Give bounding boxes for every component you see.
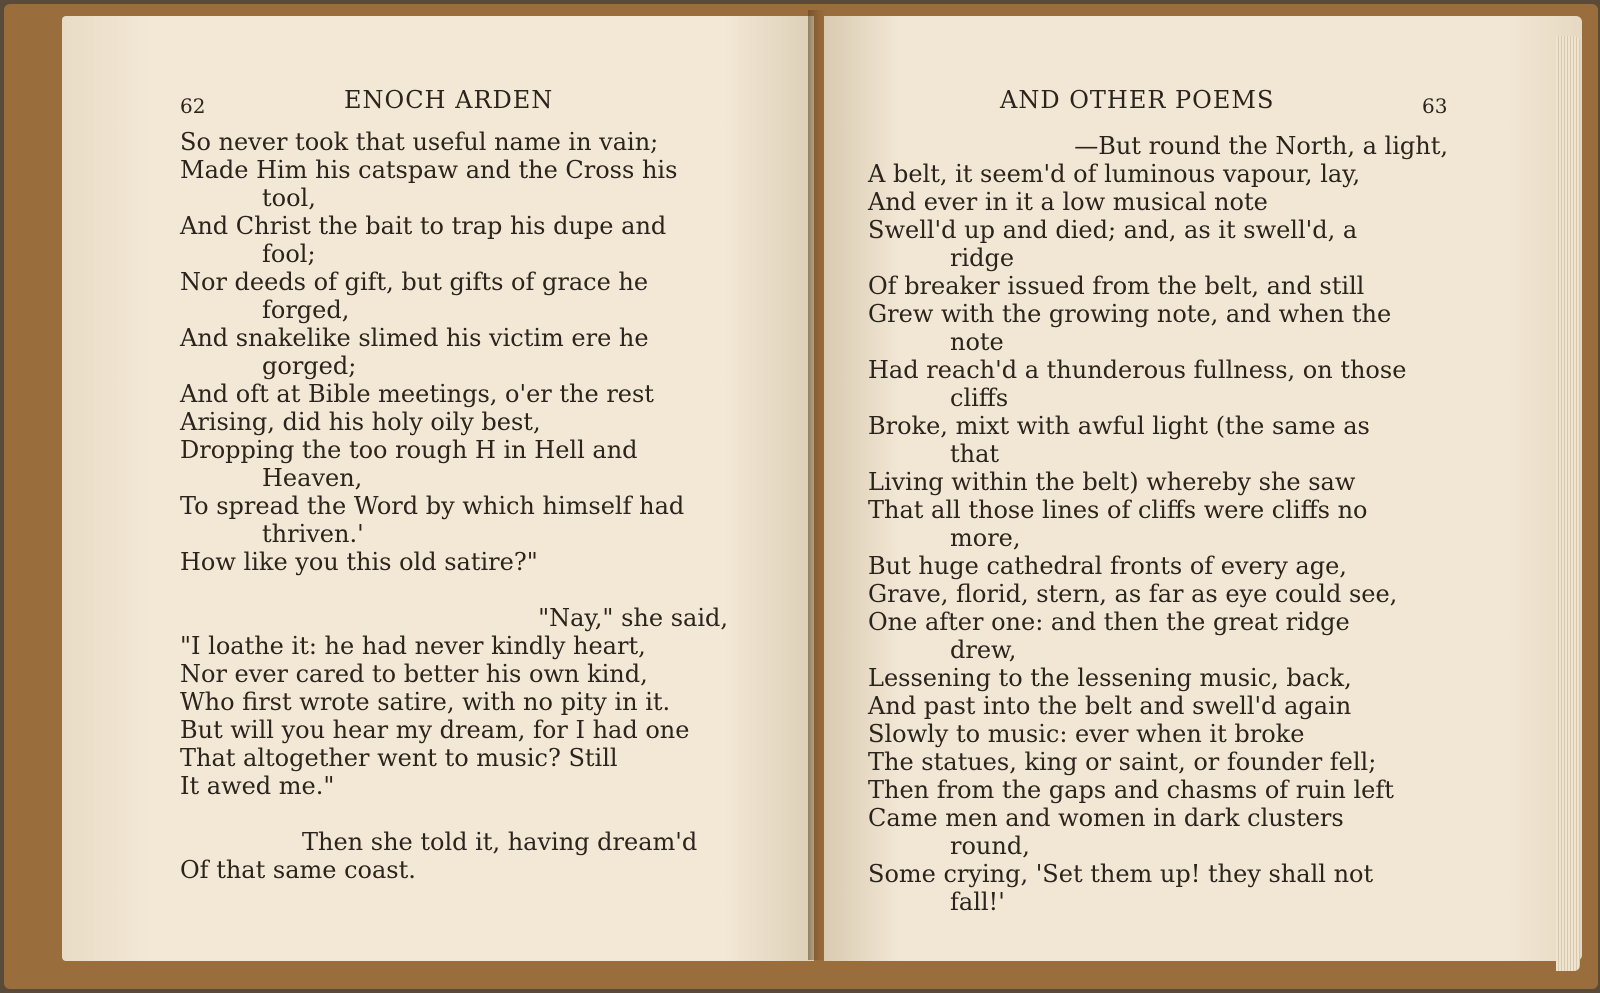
right-page-text [868, 132, 1448, 916]
text-line: ridge [950, 244, 1015, 272]
text-line: Heaven, [262, 464, 363, 492]
left-page-number: 62 [180, 94, 206, 118]
right-page [824, 16, 1582, 961]
text-line: And snakelike slimed his victim ere he [180, 324, 649, 352]
text-line: It awed me." [180, 772, 335, 800]
text-line: round, [950, 832, 1030, 860]
text-line: Had reach'd a thunderous fullness, on those [868, 356, 1407, 384]
text-line: note [950, 328, 1004, 356]
text-line: Of that same coast. [180, 856, 416, 884]
text-line: drew, [950, 636, 1017, 664]
text-line: Then she told it, having dream'd [302, 828, 698, 856]
text-line: But will you hear my dream, for I had one [180, 716, 690, 744]
text-line: Then from the gaps and chasms of ruin left [868, 776, 1394, 804]
text-line: Nor ever cared to better his own kind, [180, 660, 648, 688]
text-line: Grave, florid, stern, as far as eye could see, [868, 580, 1398, 608]
text-line: So never took that useful name in vain; [180, 128, 659, 156]
text-line: And past into the belt and swell'd again [868, 692, 1352, 720]
text-line: To spread the Word by which himself had [180, 492, 685, 520]
left-running-head: ENOCH ARDEN [344, 86, 554, 114]
page-edges [1556, 36, 1580, 971]
text-line: And ever in it a low musical note [868, 188, 1268, 216]
text-line: But huge cathedral fronts of every age, [868, 552, 1347, 580]
text-line: "Nay," she said, [538, 604, 728, 632]
text-line: That all those lines of cliffs were cliffs no [868, 496, 1368, 524]
left-page [62, 16, 814, 961]
text-line: fall!' [950, 888, 1005, 916]
text-line: Lessening to the lessening music, back, [868, 664, 1352, 692]
text-line: cliffs [950, 384, 1009, 412]
stanza-gap [180, 576, 754, 604]
text-line: Swell'd up and died; and, as it swell'd, a [868, 216, 1358, 244]
text-line: Nor deeds of gift, but gifts of grace he [180, 268, 649, 296]
text-line: —But round the North, a light, [1074, 132, 1448, 160]
stanza-gap [180, 800, 754, 828]
right-page-number: 63 [1422, 94, 1448, 118]
text-line: forged, [262, 296, 350, 324]
text-line: Arising, did his holy oily best, [180, 408, 541, 436]
text-line: The statues, king or saint, or founder fell; [868, 748, 1377, 776]
text-line: How like you this old satire?" [180, 548, 538, 576]
text-line: One after one: and then the great ridge [868, 608, 1350, 636]
text-line: Made Him his catspaw and the Cross his [180, 156, 678, 184]
text-line: gorged; [262, 352, 357, 380]
text-line: Came men and women in dark clusters [868, 804, 1344, 832]
text-line: that [950, 440, 1000, 468]
text-line: Living within the belt) whereby she saw [868, 468, 1356, 496]
text-line: A belt, it seem'd of luminous vapour, lay, [868, 160, 1361, 188]
text-line: Some crying, 'Set them up! they shall not [868, 860, 1374, 888]
text-line: Who first wrote satire, with no pity in it. [180, 688, 671, 716]
text-line: Of breaker issued from the belt, and still [868, 272, 1365, 300]
text-line: Dropping the too rough H in Hell and [180, 436, 638, 464]
text-line: "I loathe it: he had never kindly heart, [180, 632, 646, 660]
text-line: And Christ the bait to trap his dupe and [180, 212, 667, 240]
text-line: And oft at Bible meetings, o'er the rest [180, 380, 654, 408]
text-line: fool; [262, 240, 316, 268]
text-line: thriven.' [262, 520, 364, 548]
text-line: more, [950, 524, 1021, 552]
text-line: That altogether went to music? Still [180, 744, 618, 772]
left-page-text [180, 128, 754, 884]
text-line: Slowly to music: ever when it broke [868, 720, 1305, 748]
text-line: tool, [262, 184, 316, 212]
open-book [4, 4, 1598, 989]
text-line: Broke, mixt with awful light (the same as [868, 412, 1370, 440]
right-running-head: AND OTHER POEMS [1000, 86, 1275, 114]
text-line: Grew with the growing note, and when the [868, 300, 1392, 328]
